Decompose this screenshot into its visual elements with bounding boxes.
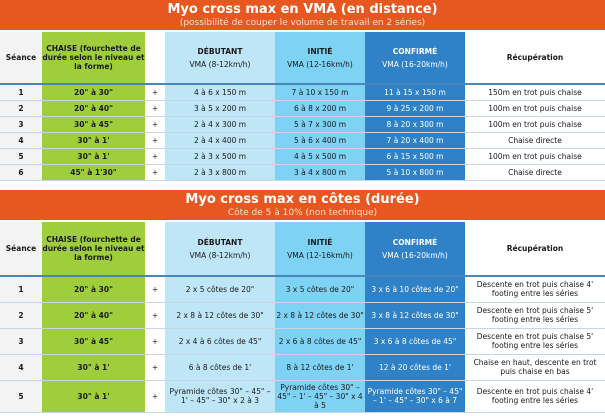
cell-recuperation: 100m en trot puis chaise (465, 100, 605, 116)
table-row (0, 354, 605, 380)
section2-table (0, 222, 605, 413)
cell-recuperation: 100m en trot puis chaise (465, 148, 605, 164)
cell-chaise: 20" à 40" (42, 302, 145, 328)
cell-initie: 2 x 6 à 8 côtes de 45" (275, 328, 365, 354)
header-debutant-label: DÉBUTANT (197, 46, 243, 56)
header-debutant-sub: VMA (8-12km/h) (189, 250, 251, 260)
cell-initie: 5 à 6 x 400 m (275, 132, 365, 148)
table-row (0, 116, 605, 132)
cell-chaise: 20" à 30" (42, 276, 145, 302)
cell-confirme: Pyramide côtes 30" – 45" – 1' – 45" – 30" x 6 à 7 (365, 380, 465, 412)
header-confirme-label: CONFIRMÉ (392, 46, 438, 56)
header-seance: Séance (0, 32, 42, 84)
cell-chaise: 30" à 1' (42, 354, 145, 380)
cell-plus: + (145, 354, 165, 380)
cell-initie: 4 à 5 x 500 m (275, 148, 365, 164)
table-row (0, 328, 605, 354)
cell-plus: + (145, 164, 165, 180)
cell-initie: Pyramide côtes 30" – 45" – 1' – 45" – 30" x 4 à 5 (275, 380, 365, 412)
cell-plus: + (145, 276, 165, 302)
header-chaise: CHAISE (fourchette de durée selon le niveau et la forme) (42, 32, 145, 84)
header-recuperation: Récupération (465, 222, 605, 276)
cell-confirme: 3 x 6 à 10 côtes de 20" (365, 276, 465, 302)
table-row (0, 132, 605, 148)
cell-debutant: 2 à 3 x 800 m (165, 164, 275, 180)
header-confirme-sub: VMA (16-20km/h) (382, 59, 448, 69)
cell-chaise: 30" à 1' (42, 148, 145, 164)
cell-chaise: 30" à 45" (42, 328, 145, 354)
cell-debutant: 4 à 6 x 150 m (165, 84, 275, 100)
cell-recuperation: Descente en trot puis chaise 5' footing entre les séries (465, 302, 605, 328)
cell-chaise: 45" à 1'30" (42, 164, 145, 180)
cell-plus: + (145, 148, 165, 164)
cell-debutant: 3 à 5 x 200 m (165, 100, 275, 116)
cell-seance: 5 (0, 148, 42, 164)
cell-debutant: 2 à 4 x 300 m (165, 116, 275, 132)
cell-confirme: 3 x 8 à 12 côtes de 30" (365, 302, 465, 328)
header-debutant-label: DÉBUTANT (197, 237, 243, 247)
table-row (0, 164, 605, 180)
header-initie-sub: VMA (12-16km/h) (287, 59, 353, 69)
cell-recuperation: Chaise en haut, descente en trot puis chaise en bas (465, 354, 605, 380)
cell-seance: 4 (0, 354, 42, 380)
cell-plus: + (145, 302, 165, 328)
table-row (0, 276, 605, 302)
header-confirme-label: CONFIRMÉ (392, 237, 438, 247)
cell-confirme: 9 à 25 x 200 m (365, 100, 465, 116)
section1-subtitle: (possibilité de couper le volume de travail en 2 séries) (179, 18, 426, 28)
cell-confirme: 12 à 20 côtes de 1' (365, 354, 465, 380)
cell-initie: 2 x 8 à 12 côtes de 30" (275, 302, 365, 328)
cell-chaise: 30" à 45" (42, 116, 145, 132)
header-initie-label: INITIÉ (307, 46, 333, 56)
header-confirme-sub: VMA (16-20km/h) (382, 250, 448, 260)
table-row (0, 84, 605, 100)
cell-seance: 1 (0, 276, 42, 302)
cell-seance: 1 (0, 84, 42, 100)
section2-header-row (0, 222, 605, 276)
cell-seance: 5 (0, 380, 42, 412)
cell-initie: 3 x 5 côtes de 20" (275, 276, 365, 302)
cell-confirme: 5 à 10 x 800 m (365, 164, 465, 180)
cell-confirme: 6 à 15 x 500 m (365, 148, 465, 164)
header-initie (275, 32, 365, 84)
cell-confirme: 7 à 20 x 400 m (365, 132, 465, 148)
cell-recuperation: 100m en trot puis chaise (465, 116, 605, 132)
section2-title: Myo cross max en côtes (durée) (185, 192, 420, 207)
cell-debutant: 2 x 8 à 12 côtes de 30" (165, 302, 275, 328)
cell-chaise: 20" à 40" (42, 100, 145, 116)
cell-chaise: 30" à 1' (42, 380, 145, 412)
section2-banner (0, 190, 605, 220)
cell-confirme: 8 à 20 x 300 m (365, 116, 465, 132)
cell-seance: 4 (0, 132, 42, 148)
header-initie-label: INITIÉ (307, 237, 333, 247)
header-recuperation: Récupération (465, 32, 605, 84)
header-seance: Séance (0, 222, 42, 276)
header-confirme (365, 32, 465, 84)
cell-debutant: Pyramide côtes 30" – 45" – 1' – 45" – 30" x 2 à 3 (165, 380, 275, 412)
cell-recuperation: Descente en trot puis chaise 5' footing entre les séries (465, 328, 605, 354)
cell-plus: + (145, 328, 165, 354)
table-row (0, 380, 605, 412)
cell-confirme: 11 à 15 x 150 m (365, 84, 465, 100)
cell-seance: 6 (0, 164, 42, 180)
cell-confirme: 3 x 6 à 8 côtes de 45" (365, 328, 465, 354)
cell-chaise: 20" à 30" (42, 84, 145, 100)
table-row (0, 148, 605, 164)
cell-initie: 7 à 10 x 150 m (275, 84, 365, 100)
header-initie (275, 222, 365, 276)
cell-debutant: 6 à 8 côtes de 1' (165, 354, 275, 380)
cell-initie: 5 à 7 x 300 m (275, 116, 365, 132)
cell-debutant: 2 x 5 côtes de 20" (165, 276, 275, 302)
cell-plus: + (145, 84, 165, 100)
cell-debutant: 2 à 4 x 400 m (165, 132, 275, 148)
header-chaise: CHAISE (fourchette de durée selon le niveau et la forme) (42, 222, 145, 276)
section1-title: Myo cross max en VMA (en distance) (167, 2, 438, 17)
cell-plus: + (145, 380, 165, 412)
header-debutant-sub: VMA (8-12km/h) (189, 59, 251, 69)
section1-table (0, 32, 605, 181)
cell-debutant: 2 à 3 x 500 m (165, 148, 275, 164)
cell-recuperation: 150m en trot puis chaise (465, 84, 605, 100)
header-plus (145, 222, 165, 276)
cell-seance: 2 (0, 100, 42, 116)
table-row (0, 302, 605, 328)
cell-initie: 8 à 12 côtes de 1' (275, 354, 365, 380)
cell-plus: + (145, 116, 165, 132)
header-confirme (365, 222, 465, 276)
section1-header-row (0, 32, 605, 84)
section1-banner (0, 0, 605, 30)
cell-recuperation: Chaise directe (465, 132, 605, 148)
cell-recuperation: Descente en trot puis chaise 4' footing entre les séries (465, 380, 605, 412)
cell-seance: 2 (0, 302, 42, 328)
cell-seance: 3 (0, 328, 42, 354)
cell-recuperation: Descente en trot puis chaise 4' footing entre les séries (465, 276, 605, 302)
header-initie-sub: VMA (12-16km/h) (287, 250, 353, 260)
header-debutant (165, 222, 275, 276)
section2-subtitle: Côte de 5 à 10% (non technique) (227, 208, 378, 218)
table-row (0, 100, 605, 116)
header-debutant (165, 32, 275, 84)
cell-chaise: 30" à 1' (42, 132, 145, 148)
cell-initie: 6 à 8 x 200 m (275, 100, 365, 116)
cell-seance: 3 (0, 116, 42, 132)
cell-debutant: 2 x 4 à 6 côtes de 45" (165, 328, 275, 354)
header-plus (145, 32, 165, 84)
cell-plus: + (145, 132, 165, 148)
cell-plus: + (145, 100, 165, 116)
cell-recuperation: Chaise directe (465, 164, 605, 180)
cell-initie: 3 à 4 x 800 m (275, 164, 365, 180)
